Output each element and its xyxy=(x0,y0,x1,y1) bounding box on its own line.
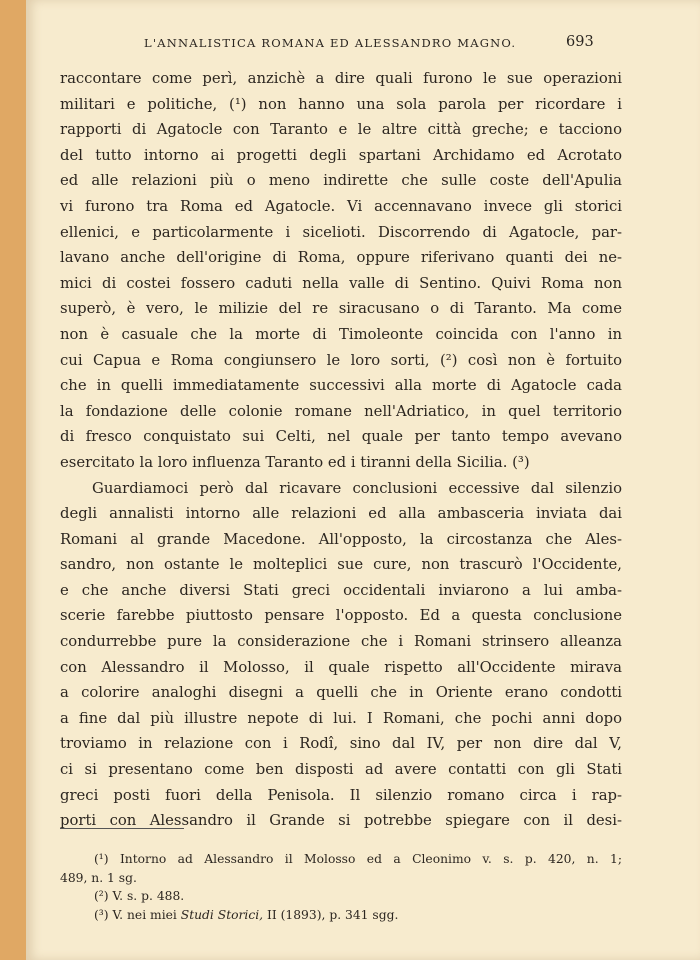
text-line: porti con Alessandro il Grande si potrebbe spiegare con il desi- xyxy=(60,812,622,830)
footnote-text-pre: V. nei miei xyxy=(112,907,181,922)
text-line: ellenici, e particolarmente i sicelioti. Discorrendo di Agatocle, par- xyxy=(60,223,622,241)
text-line: Guardiamoci però dal ricavare conclusioni eccessive dal silenzio xyxy=(92,479,622,497)
footnote-citation-title: Studi Storici, xyxy=(180,907,264,922)
text-line: la fondazione delle colonie romane nell'Adriatico, in quel territorio xyxy=(60,402,622,420)
footnote-2 xyxy=(60,887,622,906)
text-line: greci posti fuori della Penisola. Il silenzio romano circa i rap- xyxy=(60,786,622,804)
text-line: Romani al grande Macedone. All'opposto, la circostanza che Ales- xyxy=(60,530,622,548)
footnotes xyxy=(60,850,622,924)
footnote-text: V. s. p. 488. xyxy=(112,889,185,903)
footnote-3 xyxy=(60,906,622,925)
page-number: 693 xyxy=(566,34,594,50)
text-line: a colorire analoghi disegni a quelli che in Oriente erano condotti xyxy=(60,684,622,702)
footnote-text-post: II (1893), p. 341 sgg. xyxy=(263,907,399,922)
footnote-mark: (¹) xyxy=(94,852,109,866)
footnote-1-continuation: 489, n. 1 sg. xyxy=(60,870,137,885)
text-line: condurrebbe pure la considerazione che i Romani strinsero alleanza xyxy=(60,633,622,651)
footnote-text: Intorno ad Alessandro il Molosso ed a Cleonimo v. s. p. 420, n. 1; xyxy=(119,852,622,866)
footnote-1 xyxy=(60,850,622,869)
text-line: del tutto intorno ai progetti degli spartani Archidamo ed Acrotato xyxy=(60,146,622,164)
running-header xyxy=(26,34,700,54)
book-page xyxy=(26,0,700,960)
text-line: superò, è vero, le milizie del re siracusano o di Taranto. Ma come xyxy=(60,300,622,318)
footnote-mark: (³) xyxy=(94,907,109,922)
text-line: degli annalisti intorno alle relazioni ed alla ambasceria inviata dai xyxy=(60,505,622,523)
text-line: non è casuale che la morte di Timoleonte coincida con l'anno in xyxy=(60,325,622,343)
text-line: rapporti di Agatocle con Taranto e le altre città greche; e tacciono xyxy=(60,121,622,139)
text-line: esercitato la loro influenza Taranto ed i tiranni della Sicilia. (³) xyxy=(60,453,530,471)
text-line: lavano anche dell'origine di Roma, oppure riferivano quanti dei ne- xyxy=(60,249,622,267)
text-line: sandro, non ostante le molteplici sue cure, non trascurò l'Occidente, xyxy=(60,556,622,574)
text-line: militari e politiche, (¹) non hanno una sola parola per ricordare i xyxy=(60,95,622,113)
text-line: troviamo in relazione con i Rodî, sino dal IV, per non dire dal V, xyxy=(60,735,622,753)
text-line: scerie farebbe piuttosto pensare l'opposto. Ed a questa conclusione xyxy=(60,607,622,625)
footnote-mark: (²) xyxy=(94,889,109,903)
footnote-divider xyxy=(60,828,184,829)
text-line: e che anche diversi Stati greci occidentali inviarono a lui amba- xyxy=(60,581,622,599)
text-line: con Alessandro il Molosso, il quale rispetto all'Occidente mirava xyxy=(60,658,622,676)
text-line: mici di costei fossero caduti nella valle di Sentino. Quivi Roma non xyxy=(60,274,622,292)
text-line: cui Capua e Roma congiunsero le loro sorti, (²) così non è fortuito xyxy=(60,351,622,369)
text-line: che in quelli immediatamente successivi alla morte di Agatocle cada xyxy=(60,377,622,395)
text-line: ed alle relazioni più o meno indirette che sulle coste dell'Apulia xyxy=(60,172,622,190)
text-line: raccontare come perì, anzichè a dire quali furono le sue operazioni xyxy=(60,70,622,87)
running-title: L'ANNALISTICA ROMANA ED ALESSANDRO MAGNO. xyxy=(144,36,517,50)
text-line: di fresco conquistato sui Celti, nel quale per tanto tempo avevano xyxy=(60,428,622,446)
main-text xyxy=(60,66,622,834)
text-line: a fine dal più illustre nepote di lui. I Romani, che pochi anni dopo xyxy=(60,709,622,727)
text-line: vi furono tra Roma ed Agatocle. Vi accennavano invece gli storici xyxy=(60,197,622,215)
text-line: ci si presentano come ben disposti ad avere contatti con gli Stati xyxy=(60,761,622,779)
